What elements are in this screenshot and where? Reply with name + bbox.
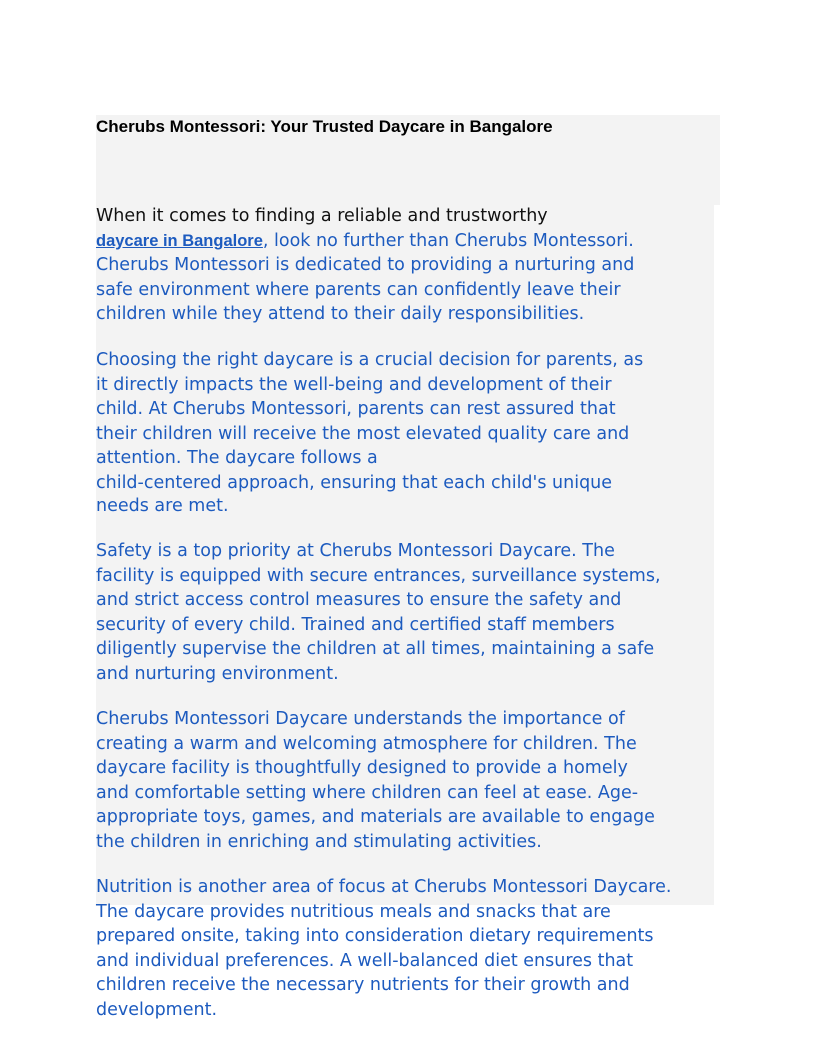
intro-line (96, 229, 716, 254)
paragraph-line: prepared onsite, taking into consideration dietary requirements (96, 926, 654, 947)
intro-line-rest: , look no further than Cherubs Montessori. (262, 230, 634, 251)
paragraph-line: Nutrition is another area of focus at Cherubs Montessori Daycare. (96, 877, 672, 897)
paragraph-safety (96, 539, 716, 687)
paragraph-line: attention. The daycare follows a (96, 448, 378, 469)
paragraph-line: child. At Cherubs Montessori, parents can rest assured that (96, 399, 616, 420)
paragraph-line: Choosing the right daycare is a crucial decision for parents, as (96, 350, 644, 370)
intro-line: When it comes to finding a reliable and trustworthy (96, 206, 548, 226)
paragraph-line: and strict access control measures to ensure the safety and (96, 590, 622, 611)
paragraph-atmosphere (96, 707, 716, 855)
paragraph-line: development. (96, 999, 218, 1020)
paragraph-line: it directly impacts the well-being and development of their (96, 374, 612, 395)
intro-line: safe environment where parents can confidently leave their (96, 279, 621, 300)
paragraph-line: diligently supervise the children at all times, maintaining a safe (96, 639, 655, 660)
document-title: Cherubs Montessori: Your Trusted Daycare in Bangalore (96, 117, 553, 136)
intro-line: Cherubs Montessori is dedicated to providing a nurturing and (96, 255, 635, 276)
paragraph-choosing (96, 348, 716, 518)
daycare-link[interactable]: daycare in Bangalore (96, 231, 263, 250)
paragraph-line: the children in enriching and stimulating activities. (96, 831, 542, 852)
paragraph-line: and comfortable setting where children can feel at ease. Age- (96, 782, 639, 803)
paragraph-line: Safety is a top priority at Cherubs Montessori Daycare. The (96, 541, 615, 561)
paragraph-line: Cherubs Montessori Daycare understands the importance of (96, 709, 625, 729)
paragraph-line: The daycare provides nutritious meals and snacks that are (96, 901, 611, 922)
intro-line: children while they attend to their daily responsibilities. (96, 304, 585, 325)
paragraph-line: children receive the necessary nutrients for their growth and (96, 975, 630, 996)
paragraph-line: and individual preferences. A well-balanced diet ensures that (96, 950, 634, 971)
paragraph-line: their children will receive the most elevated quality care and (96, 423, 630, 444)
paragraph-line: needs are met. (96, 495, 229, 516)
paragraph-line: daycare facility is thoughtfully designed to provide a homely (96, 758, 628, 779)
paragraph-line: security of every child. Trained and certified staff members (96, 614, 615, 635)
paragraph-nutrition (96, 875, 716, 1023)
paragraph-line: and nurturing environment. (96, 663, 339, 684)
intro-paragraph (96, 204, 716, 327)
paragraph-line: facility is equipped with secure entrances, surveillance systems, (96, 565, 661, 586)
paragraph-line: creating a warm and welcoming atmosphere for children. The (96, 733, 637, 754)
paragraph-line: appropriate toys, games, and materials are available to engage (96, 807, 655, 828)
paragraph-line: child-centered approach, ensuring that each child's unique (96, 472, 613, 493)
